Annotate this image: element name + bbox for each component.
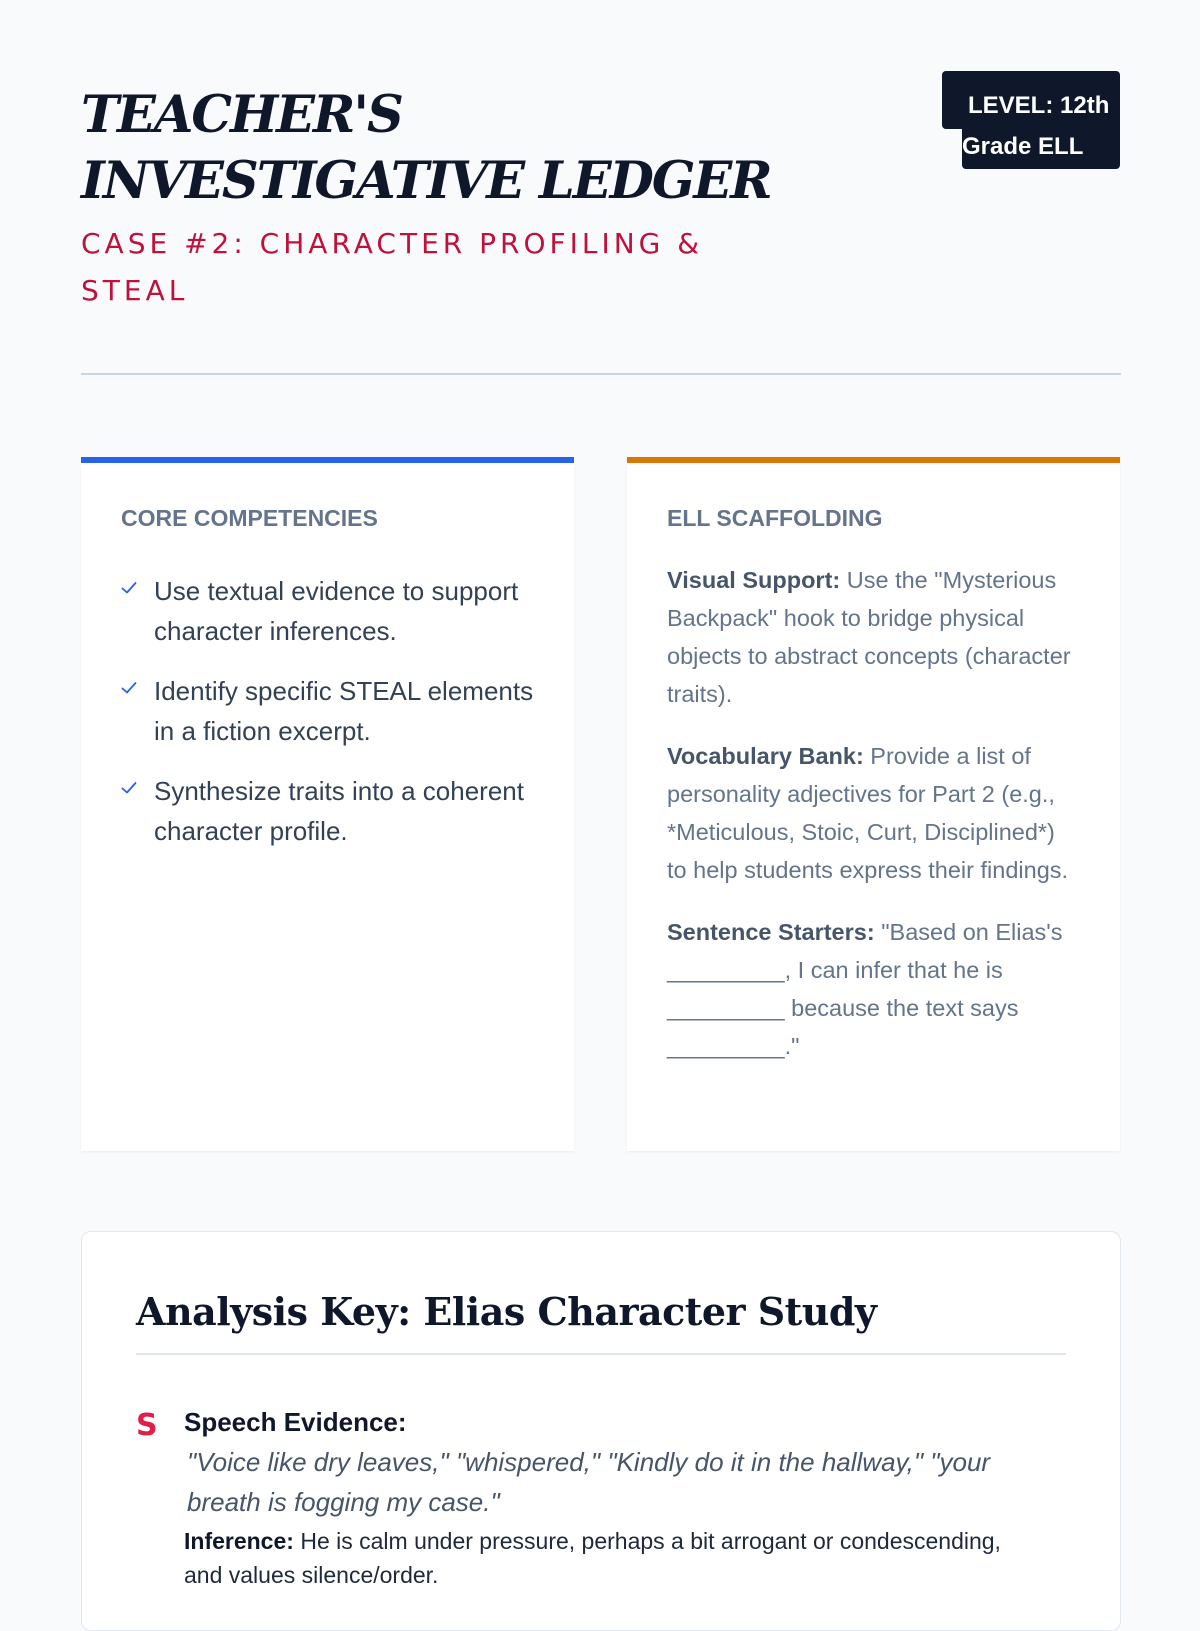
checkmark-icon <box>121 681 137 695</box>
vocabulary-bank-paragraph <box>667 737 1080 889</box>
competency-item <box>121 771 534 851</box>
steal-evidence-label: Speech Evidence: <box>184 1407 407 1437</box>
core-competencies-card <box>81 457 574 1151</box>
level-badge-label: LEVEL: 12th Grade ELL <box>962 92 1110 160</box>
sentence-starters-label: Sentence Starters: <box>667 919 875 945</box>
ell-scaffolding-card <box>627 457 1120 1151</box>
page-title: TEACHER'S INVESTIGATIVE LEDGER <box>81 85 771 211</box>
steal-item-body <box>184 1402 1034 1592</box>
checkmark-icon <box>121 581 137 595</box>
competency-text: Identify specific STEAL elements in a fiction excerpt. <box>154 676 534 746</box>
ell-scaffolding-heading: ELL SCAFFOLDING <box>667 505 883 531</box>
steal-inference <box>184 1524 1034 1592</box>
steal-inference-text: He is calm under pressure, perhaps a bit arrogant or condescending, and values silence/order. <box>184 1528 1001 1588</box>
level-badge <box>942 71 1120 169</box>
competency-item <box>121 671 534 751</box>
sentence-starters-text: "Based on Elias's _________, I can infer that he is _________ because the text says _________." <box>667 919 1063 1059</box>
steal-letter-badge: S <box>136 1408 158 1443</box>
visual-support-text: Use the "Mysterious Backpack" hook to bridge physical objects to abstract concepts (character traits). <box>667 567 1071 707</box>
competency-text: Use textual evidence to support character inferences. <box>154 576 519 646</box>
competency-item <box>121 571 534 651</box>
vocabulary-bank-text: Provide a list of personality adjectives for Part 2 (e.g., *Meticulous, Stoic, Curt, Disciplined*) to help students express their findings. <box>667 743 1069 883</box>
header-divider <box>81 373 1121 375</box>
visual-support-paragraph <box>667 561 1080 713</box>
sentence-starters-paragraph <box>667 913 1080 1065</box>
case-subtitle: CASE #2: CHARACTER PROFILING & STEAL <box>81 227 704 307</box>
steal-evidence-quote: "Voice like dry leaves," "whispered," "Kindly do it in the hallway," "your breath is fogging my case." <box>187 1447 991 1517</box>
core-competencies-heading: CORE COMPETENCIES <box>121 505 378 531</box>
analysis-divider <box>136 1353 1066 1355</box>
vocabulary-bank-label: Vocabulary Bank: <box>667 743 864 769</box>
analysis-key-card <box>81 1231 1121 1631</box>
steal-inference-label: Inference: <box>184 1528 294 1554</box>
competency-text: Synthesize traits into a coherent character profile. <box>154 776 524 846</box>
competency-list <box>121 571 534 851</box>
checkmark-icon <box>121 781 137 795</box>
visual-support-label: Visual Support: <box>667 567 841 593</box>
analysis-key-title: Analysis Key: Elias Character Study <box>136 1289 877 1334</box>
